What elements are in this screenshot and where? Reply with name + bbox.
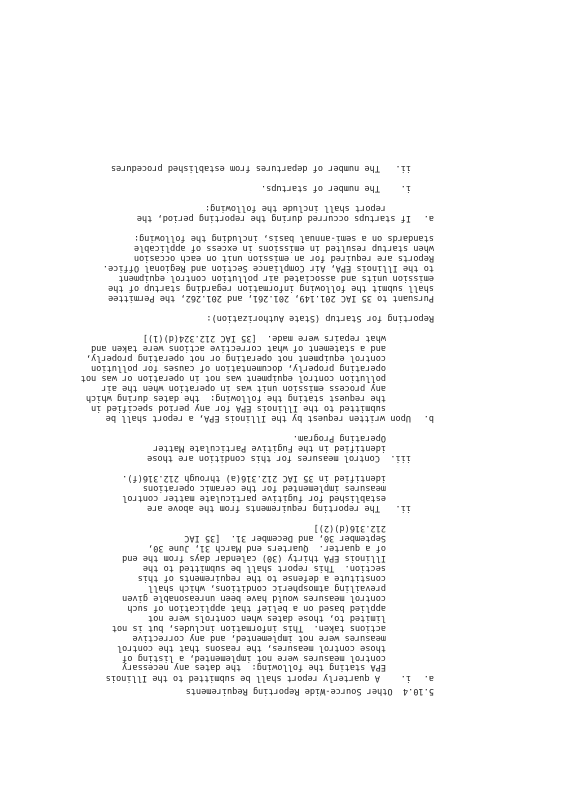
text-line: 212.316(d)(2)]: [313, 523, 386, 533]
text-line: control measures would have been unreasonable given: [122, 593, 386, 603]
text-line: Reports are required for an emission unit on each occasion: [133, 253, 434, 263]
text-line: and a statement of what corrective actions were taken and: [91, 343, 386, 353]
text-line: the request stating the following: the dates during which: [85, 393, 386, 403]
text-line: operating properly, documentation of causes for pollution: [91, 363, 386, 373]
text-line: If startups occurred during the reporting period, the: [136, 213, 411, 223]
text-line: what repairs were made. [35 IAC 212.324(d)(1)]: [142, 333, 386, 343]
text-line: Pursuant to 35 IAC 201.149, 201.261, and 201.262, the Permittee: [108, 293, 434, 303]
text-line: Reporting for Startup (State Authorization):: [206, 313, 434, 323]
text-line: measures were not implemented, and any corrective: [132, 633, 386, 643]
section-label: a.: [423, 213, 434, 223]
text-line: identified in the Fugitive Particulate Matter: [153, 443, 386, 453]
text-line: report shall include the following:: [204, 203, 386, 213]
text-line: control equipment not operating or not operating properly,: [85, 353, 386, 363]
text-line: emission units and associated air pollution control equipment: [118, 273, 434, 283]
heading: 5.10.4 Other Source-Wide Reporting Requirements: [185, 686, 434, 696]
text-line: actions taken. This information includes, but is not: [111, 623, 386, 633]
text-line: submitted to the Illinois EPA for any period specified in: [91, 403, 386, 413]
text-line: EPA stating the following: the dates any necessary: [122, 662, 386, 672]
text-line: control measures were not implemented, a listing of: [122, 653, 386, 663]
text-line: ii. The number of departures from established procedures: [110, 163, 411, 173]
text-line: Operating Program.: [292, 433, 386, 443]
text-line: any process emission unit was in operation when the air: [101, 383, 386, 393]
text-line: i. A quarterly report shall be submitted to the Illinois: [105, 673, 411, 683]
text-line: of a quarter. Quarters end March 31, June 30,: [148, 543, 386, 553]
text-line: shall submit the following information regarding startup of the: [108, 283, 434, 293]
text-line: established for fugitive particulate matter control: [122, 493, 386, 503]
section-label: a.: [423, 673, 434, 683]
text-line: ii. The reporting requirements from the above are: [147, 503, 411, 513]
text-line: when startup resulted in emissions in excess of applicable: [133, 243, 434, 253]
text-line: section. This report shall be submitted to the: [142, 563, 386, 573]
text-line: limited to, those dates when controls were not: [148, 613, 386, 623]
text-line: identified in 35 IAC 212.316(a) through 212.316(f).: [122, 473, 386, 483]
text-line: prevailing atmospheric conditions, which shall: [148, 583, 386, 593]
text-line: constitute a defense to the requirements of this: [137, 573, 386, 583]
text-line: measures implemented for the ceramic operations: [142, 483, 386, 493]
text-line: September 30, and December 31. [35 IAC: [184, 533, 386, 543]
section-label: b.: [423, 413, 434, 423]
text-line: i. The number of startups.: [260, 183, 411, 193]
text-line: Upon written request by the Illinois EPA, a report shall be: [105, 413, 411, 423]
text-line: applied based on a belief that application of such: [127, 603, 386, 613]
text-line: standards on a semi-annual basis, including the following:: [133, 233, 434, 243]
text-line: to the Illinois EPA, Air Compliance Section and Regional Office.: [102, 263, 434, 273]
text-line: pollution control equipment was not in operation or was not: [80, 373, 386, 383]
text-line: iii. Control measures for this condition are those: [147, 453, 411, 463]
text-line: those control measures, the reasons that the control: [116, 643, 386, 653]
text-line: Illinois EPA thirty (30) calendar days from the end: [122, 553, 386, 563]
